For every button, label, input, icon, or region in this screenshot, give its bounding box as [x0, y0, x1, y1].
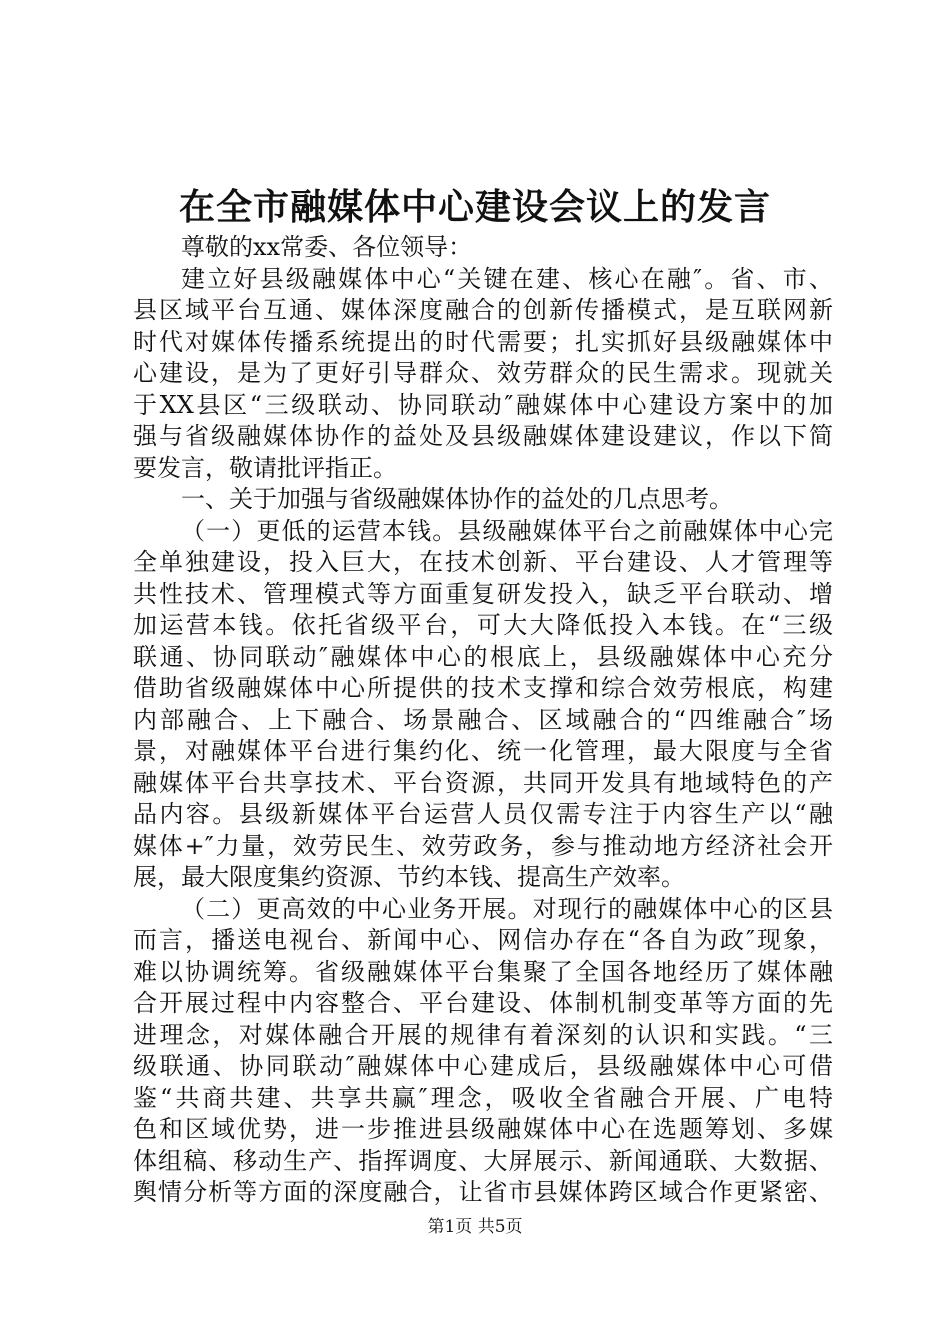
paragraph-line: 建立好县级融媒体中心“关键在建、核心在融″。省、市、 — [181, 264, 833, 293]
document-title: 在全市融媒体中心建设会议上的发言 — [178, 187, 771, 228]
paragraph-line: 共性技术、管理模式等方面重复研发投入，缺乏平台联动、增 — [133, 579, 833, 608]
paragraph-line: 合开展过程中内容整合、平台建设、体制机制变革等方面的先 — [133, 989, 833, 1017]
paragraph-line: 级联通、协同联动″融媒体中心建成后，县级融媒体中心可借 — [133, 1052, 833, 1080]
paragraph-line: 色和区域优势，进一步推进县级融媒体中心在选题筹划、多媒 — [133, 1115, 833, 1143]
paragraph-line: 而言，播送电视台、新闻中心、网信办存在“各自为政″现象， — [133, 926, 833, 954]
paragraph-line: 全单独建设，投入巨大，在技术创新、平台建设、人才管理等 — [133, 548, 833, 576]
paragraph-line: （一）更低的运营本钱。县级融媒体平台之前融媒体中心完 — [181, 516, 833, 545]
paragraph-line: 难以协调统筹。省级融媒体平台集聚了全国各地经历了媒体融 — [133, 957, 833, 986]
paragraph-line: 内部融合、上下融合、场景融合、区域融合的“四维融合″场 — [133, 705, 833, 734]
paragraph-line: 舆情分析等方面的深度融合，让省市县媒体跨区域合作更紧密、 — [133, 1178, 833, 1206]
paragraph-line: 进理念，对媒体融合开展的规律有着深刻的认识和实践。“三 — [133, 1020, 833, 1049]
paragraph-line: 媒体+″力量，效劳民生、效劳政务，参与推动地方经济社会开 — [133, 831, 833, 860]
paragraph-line: 融媒体平台共享技术、平台资源，共同开发具有地域特色的产 — [133, 768, 833, 797]
paragraph-line: 于XX县区“三级联动、协同联动″融媒体中心建设方案中的加 — [133, 390, 833, 419]
section-heading: 一、关于加强与省级融媒体协作的益处的几点思考。 — [181, 485, 733, 513]
paragraph-line: 体组稿、移动生产、指挥调度、大屏展示、新闻通联、大数据、 — [133, 1146, 833, 1175]
paragraph-line: 联通、协同联动″融媒体中心的根底上，县级融媒体中心充分 — [133, 642, 833, 671]
salutation-line: 尊敬的xx常委、各位领导： — [181, 233, 473, 261]
document-body — [133, 232, 833, 1209]
paragraph-line: 品内容。县级新媒体平台运营人员仅需专注于内容生产以“融 — [133, 800, 833, 828]
paragraph-line: 要发言，敬请批评指正。 — [133, 453, 397, 482]
paragraph-line: （二）更高效的中心业务开展。对现行的融媒体中心的区县 — [181, 894, 833, 923]
page-footer: 第1页 共5页 — [427, 1217, 523, 1237]
paragraph-line: 景，对融媒体平台进行集约化、统一化管理，最大限度与全省 — [133, 737, 833, 765]
paragraph-line: 展，最大限度集约资源、节约本钱、提高生产效率。 — [133, 863, 685, 891]
paragraph-line: 借助省级融媒体中心所提供的技术支撑和综合效劳根底，构建 — [133, 674, 833, 702]
paragraph-line: 鉴“共商共建、共享共赢″理念，吸收全省融合开展、广电特 — [133, 1083, 833, 1112]
paragraph-line: 加运营本钱。依托省级平台，可大大降低投入本钱。在“三级 — [133, 611, 833, 639]
paragraph-line: 县区域平台互通、媒体深度融合的创新传播模式，是互联网新 — [133, 296, 833, 324]
paragraph-line: 心建设，是为了更好引导群众、效劳群众的民生需求。现就关 — [133, 359, 833, 387]
paragraph-line: 强与省级融媒体协作的益处及县级融媒体建设建议，作以下简 — [133, 422, 833, 450]
paragraph-line: 时代对媒体传播系统提出的时代需要；扎实抓好县级融媒体中 — [133, 327, 833, 356]
